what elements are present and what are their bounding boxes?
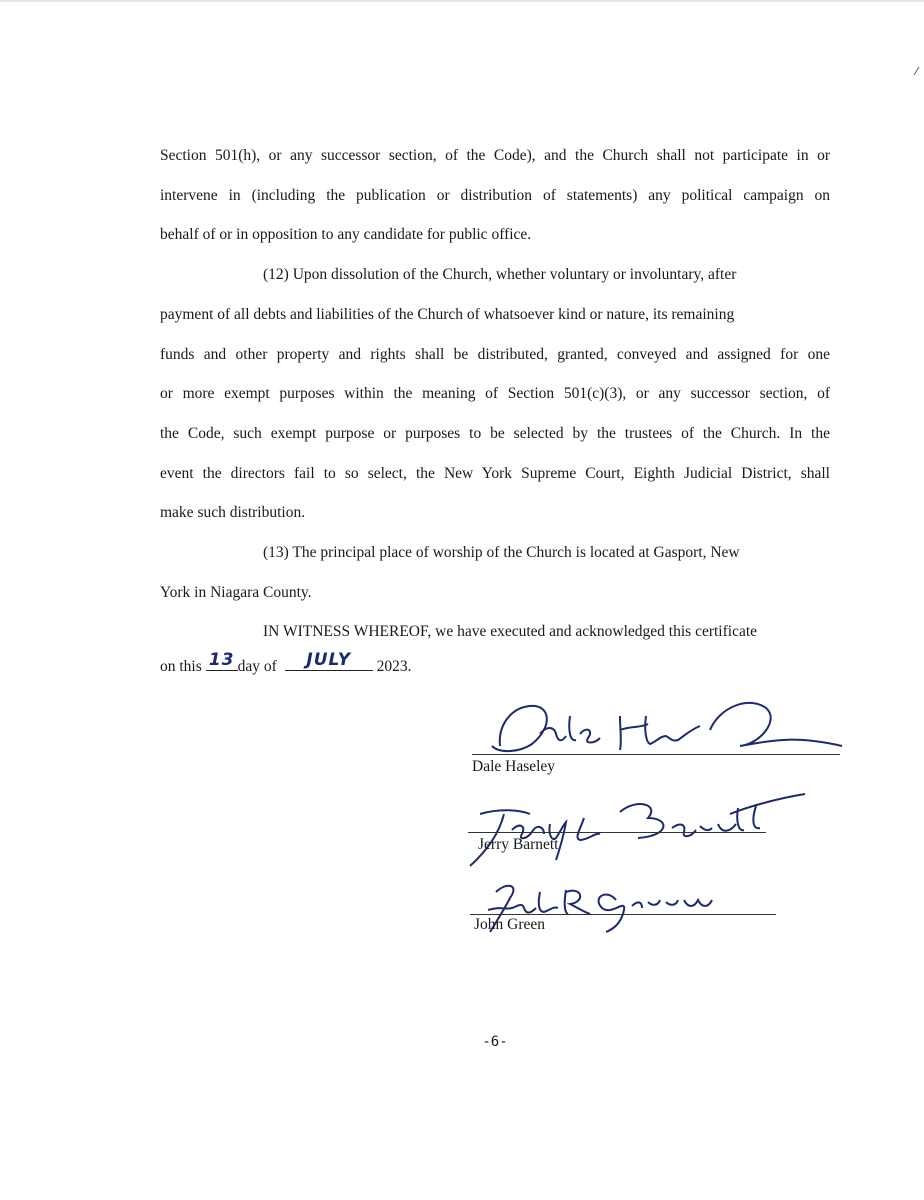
text-line: event the directors fail to so select, the New York Supreme Court, Eighth Judicial District, shall — [160, 464, 830, 482]
text-line: the Code, such exempt purpose or purposes to be selected by the trustees of the Church. In the — [160, 424, 830, 442]
signature-block-2 — [460, 784, 810, 874]
signature-line — [472, 754, 840, 755]
page-number: -6- — [482, 1034, 508, 1050]
text-line: (13) The principal place of worship of the Church is located at Gasport, New — [263, 544, 740, 562]
text-line: (12) Upon dissolution of the Church, whether voluntary or involuntary, after — [263, 266, 737, 284]
signature-block-1 — [470, 686, 850, 786]
signatory-name: Jerry Barnett — [478, 836, 559, 853]
month-handwritten: JULY — [306, 650, 352, 670]
text-line: intervene in (including the publication or distribution of statements) any political campaign on — [160, 186, 830, 204]
signature-image — [460, 784, 810, 870]
date-middle: day of — [237, 658, 277, 675]
signature-block-3 — [466, 870, 786, 940]
signatory-name: John Green — [474, 916, 546, 933]
text-line: Section 501(h), or any successor section, of the Code), and the Church shall not participate in or — [160, 147, 830, 164]
text-line: make such distribution. — [160, 504, 306, 522]
text-line: York in Niagara County. — [160, 583, 312, 601]
signature-line — [470, 914, 776, 915]
paragraph-political-activity — [160, 136, 830, 255]
paragraph-in-witness — [160, 612, 830, 652]
signatory-name: Dale Haseley — [472, 758, 556, 775]
execution-date-line — [160, 652, 411, 676]
month-field — [285, 652, 373, 671]
paragraph-dissolution — [160, 255, 830, 533]
text-line: funds and other property and rights shall be distributed, granted, conveyed and assigned for one — [160, 345, 830, 363]
paragraph-place-of-worship — [160, 533, 830, 612]
date-year: 2023. — [376, 658, 412, 675]
text-line: IN WITNESS WHEREOF, we have executed and acknowledged this certificate — [263, 623, 758, 641]
scan-mark — [912, 66, 920, 76]
signature-image — [470, 686, 850, 758]
text-line: or more exempt purposes within the meaning of Section 501(c)(3), or any successor section, of — [160, 385, 830, 403]
date-prefix: on this — [160, 658, 202, 675]
text-line: payment of all debts and liabilities of the Church of whatsoever kind or nature, its remaining — [160, 305, 735, 323]
scan-edge — [0, 0, 924, 2]
day-field — [206, 652, 238, 671]
body-text — [160, 136, 830, 652]
text-line: behalf of or in opposition to any candidate for public office. — [160, 226, 532, 244]
day-handwritten: 13 — [208, 650, 235, 670]
signature-line — [468, 832, 766, 833]
